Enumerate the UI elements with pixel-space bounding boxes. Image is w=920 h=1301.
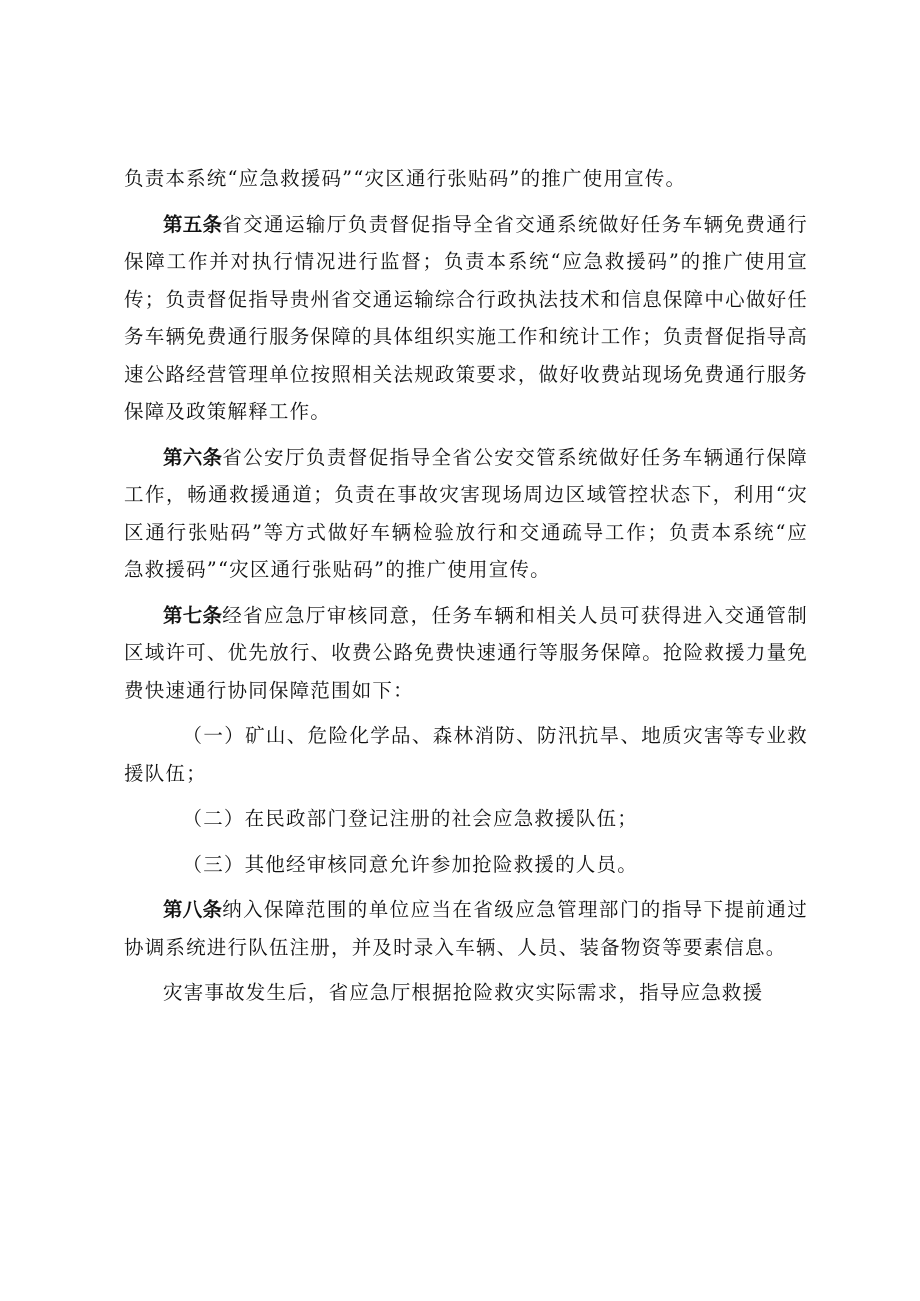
- article-7: [124, 597, 808, 710]
- list-item-3: [124, 846, 808, 884]
- article-text: 省交通运输厅负责督促指导全省交通系统做好任务车辆免费通行保障工作并对执行情况进行监督；负责本系统“应急救援码”的推广使用宣传；负责督促指导贵州省交通运输综合行政执法技术和信息保障中心做好任务车辆免费通行服务保障的具体组织实施工作和统计工作；负责督促指导高速公路经营管理单位按照相关法规政策要求，做好收费站现场免费通行服务保障及政策解释工作。: [124, 212, 808, 423]
- article-label: 第六条: [163, 445, 223, 469]
- list-item-text: （一）矿山、危险化学品、森林消防、防汛抗旱、地质灾害等专业救援队伍；: [124, 724, 808, 785]
- article-label: 第七条: [163, 603, 223, 627]
- article-5: [124, 206, 808, 431]
- article-text: 纳入保障范围的单位应当在省级应急管理部门的指导下提前通过协调系统进行队伍注册，并及时录入车辆、人员、装备物资等要素信息。: [124, 898, 808, 959]
- article-label: 第八条: [163, 898, 223, 921]
- article-text: 省公安厅负责督促指导全省公安交管系统做好任务车辆通行保障工作，畅通救援通道；负责在事故灾害现场周边区域管控状态下，利用“灾区通行张贴码”等方式做好车辆检验放行和交通疏导工作；负责本系统“应急救援码”“灾区通行张贴码”的推广使用宣传。: [124, 445, 808, 581]
- paragraph-text: 负责本系统“应急救援码”“灾区通行张贴码”的推广使用宣传。: [124, 167, 687, 190]
- paragraph-trailing: [124, 974, 808, 1012]
- article-label: 第五条: [163, 212, 223, 236]
- list-item-1: [124, 717, 808, 792]
- paragraph-continuation: [124, 160, 808, 198]
- list-item-2: [124, 800, 808, 838]
- article-6: [124, 439, 808, 589]
- article-text: 经省应急厅审核同意，任务车辆和相关人员可获得进入交通管制区域许可、优先放行、收费公路免费快速通行等服务保障。抢险救援力量免费快速通行协同保障范围如下：: [124, 603, 808, 702]
- list-item-text: （二）在民政部门登记注册的社会应急救援队伍；: [182, 807, 638, 830]
- document-page: [124, 160, 808, 1012]
- article-8: [124, 891, 808, 966]
- list-item-text: （三）其他经审核同意允许参加抢险救援的人员。: [182, 852, 638, 876]
- paragraph-text: 灾害事故发生后，省应急厅根据抢险救灾实际需求，指导应急救援: [163, 981, 764, 1004]
